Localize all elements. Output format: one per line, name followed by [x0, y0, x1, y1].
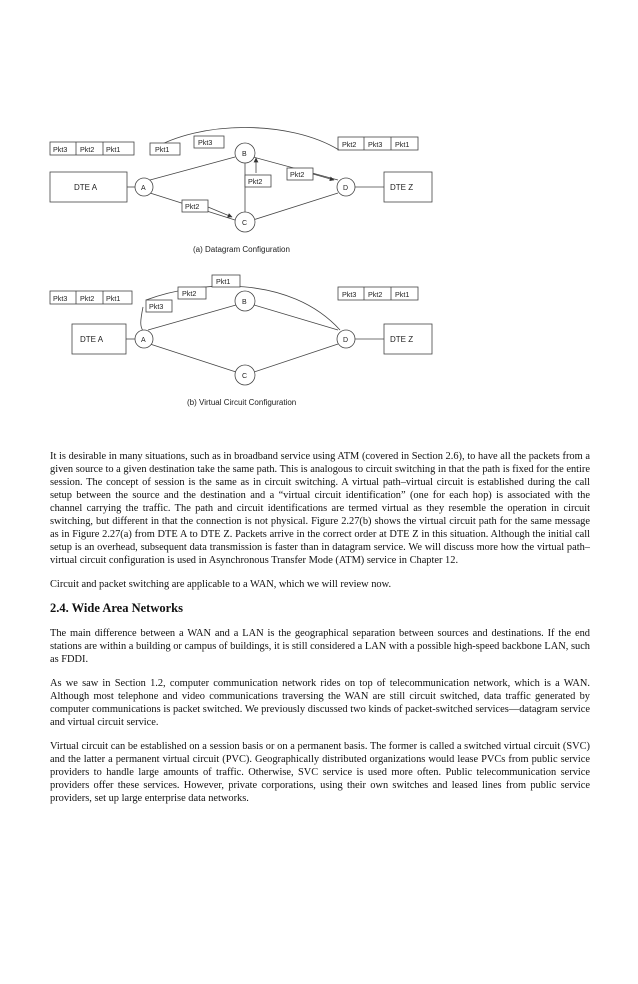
node-b-label-b: B — [242, 299, 247, 306]
pkt-b-d: Pkt2 — [248, 177, 263, 186]
dte-a-label-a: DTE A — [74, 183, 98, 192]
node-a-label-b: A — [141, 337, 146, 344]
section-heading: 2.4. Wide Area Networks — [50, 601, 183, 615]
node-c-label-b: C — [242, 373, 248, 380]
paragraph-virtual-circuit: It is desirable in many situations, such as in broadband service using ATM (covered in Section 2.6), to have all the packets from a given source to a given destination take the same path. This is analogous to circuit switching in that the path is fixed for the entire session. The concept of session is the same as in circuit switching. A virtual path–virtual circuit is established during the call setup between the source and the destination and a “virtual circuit identification” (one for each hop) is associated with the channel carrying the traffic. The path and circuit identifications are termed virtual as they resemble the operation in circuit switching, but different in that the connection is not physical. Figure 2.27(b) shows the virtual circuit path for the same message as in Figure 2.27(a) from DTE A to DTE Z. Packets arrive in the correct order at DTE Z in this situation. Although the initial call setup is an overhead, subsequent data transmission is faster than in datagram service. We will discuss more how the virtual path–virtual circuit configuration is used in Asynchronous Transfer Mode (ATM) service in Chapter 12. — [50, 451, 590, 566]
dte-z-label-b: DTE Z — [390, 335, 414, 344]
pkt-b-mid: Pkt2 — [182, 289, 197, 298]
src-pkt-b-2: Pkt1 — [106, 294, 121, 303]
src-pkt-a-1: Pkt2 — [80, 145, 95, 154]
src-pkt-b-1: Pkt2 — [80, 294, 95, 303]
caption-a: (a) Datagram Configuration — [193, 245, 290, 254]
paragraph-wan-intro: Circuit and packet switching are applicable to a WAN, which we will review now. — [50, 579, 392, 590]
pkt-c-d: Pkt2 — [290, 170, 305, 179]
dst-pkt-a-1: Pkt3 — [368, 140, 383, 149]
paragraph-wan-lan: The main difference between a WAN and a LAN is the geographical separation between sources and destinations. If the end stations are within a building or campus of buildings, it is still considered a LAN with a possible high-speed backbone LAN, such as FDDI. — [50, 628, 590, 665]
dst-pkt-b-1: Pkt2 — [368, 290, 383, 299]
figure-2-27 — [0, 0, 638, 420]
dst-pkt-a-2: Pkt1 — [395, 140, 410, 149]
src-pkt-a-0: Pkt3 — [53, 145, 68, 154]
src-pkt-b-0: Pkt3 — [53, 294, 68, 303]
pkt-top-arc: Pkt3 — [198, 138, 213, 147]
pkt-b-low: Pkt3 — [149, 302, 164, 311]
dte-z-label-a: DTE Z — [390, 183, 414, 192]
dst-pkt-a-0: Pkt2 — [342, 140, 357, 149]
node-a-label: A — [141, 185, 146, 192]
pkt-a-to-b: Pkt1 — [155, 145, 170, 154]
dte-a-label-b: DTE A — [80, 335, 104, 344]
network-diagram — [0, 0, 638, 420]
dst-pkt-b-2: Pkt1 — [395, 290, 410, 299]
dst-pkt-b-0: Pkt3 — [342, 290, 357, 299]
pkt-b-top: Pkt1 — [216, 277, 231, 286]
node-b-label: B — [242, 151, 247, 158]
node-d-label: D — [343, 185, 349, 192]
node-c-label: C — [242, 220, 248, 227]
src-pkt-a-2: Pkt1 — [106, 145, 121, 154]
paragraph-svc-pvc: Virtual circuit can be established on a session basis or on a permanent basis. The former is called a switched virtual circuit (SVC) and the latter a permanent virtual circuit (PVC). Geographically distributed organizations would lease PVCs from public service providers to handle large amounts of traffic. Otherwise, SVC service is used more often. Public telecommunication service providers offer these services. However, private corporations, using their own switches and leased lines from public service providers, set up large enterprise data networks. — [50, 741, 590, 804]
node-d-label-b: D — [343, 337, 349, 344]
caption-b: (b) Virtual Circuit Configuration — [187, 398, 297, 407]
paragraph-telecom: As we saw in Section 1.2, computer communication network rides on top of telecommunication network, which is a WAN. Although most telephone and video communications traversing the WAN are still circuit switched, data traffic generated by computer communications is packet switched. We previously discussed two kinds of packet-switched services—datagram service and virtual circuit service. — [50, 678, 590, 728]
pkt-a-c: Pkt2 — [185, 202, 200, 211]
body-text — [50, 450, 590, 816]
